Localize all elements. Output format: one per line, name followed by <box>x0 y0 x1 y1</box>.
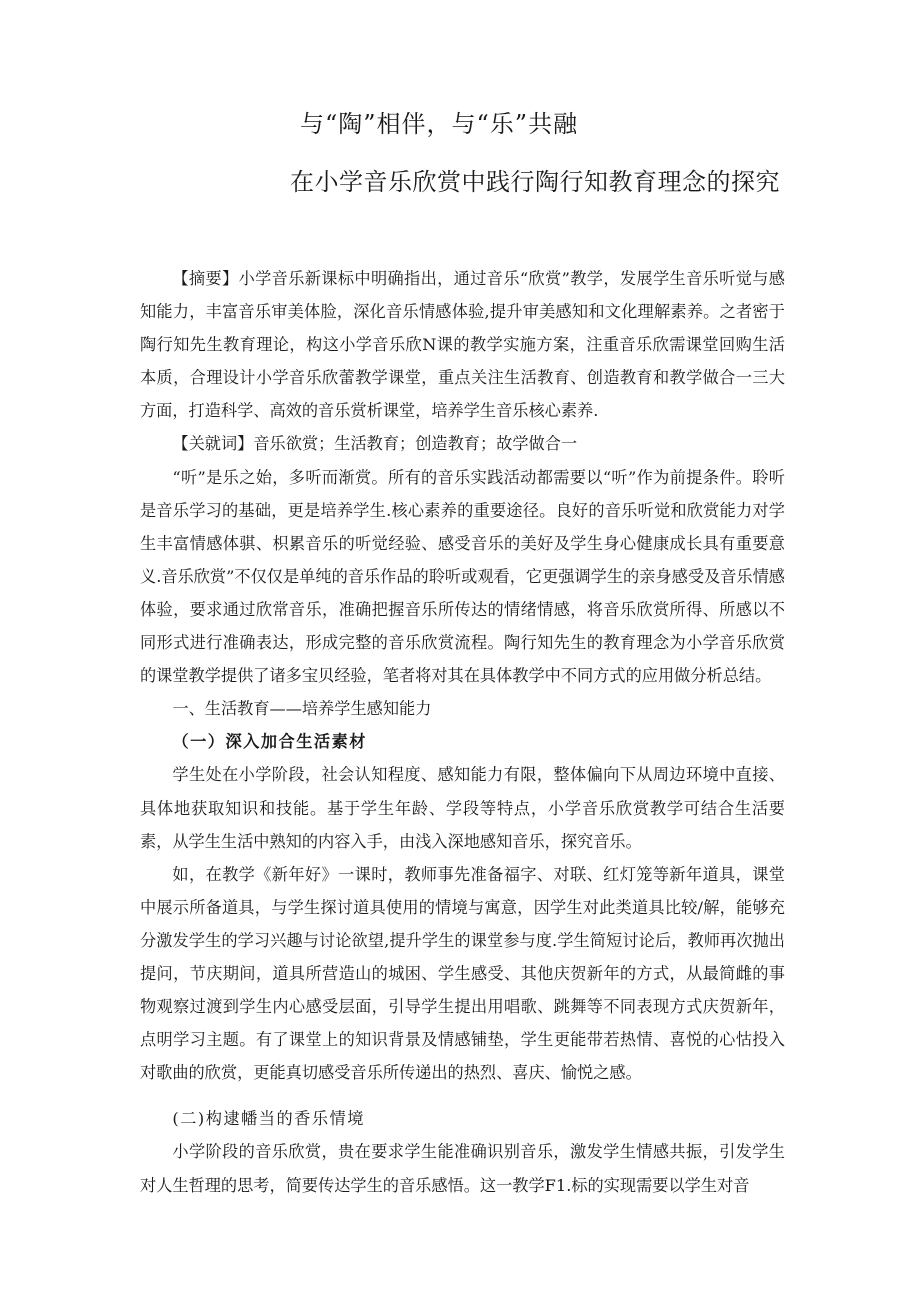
abstract-paragraph: 【摘要】小学音乐新课标中明确指出，通过音乐“欣赏”教学，发展学生音乐听觉与感知能力，丰富音乐审美体脸，深化音乐情感体验,提升审美感知和文化理解素养。之者密于陶行知先生教育理论，构这小学音乐欣N课的教学实施方案，注重音乐欣需课堂回购生活本质，合理设计小学音乐欣蕾教学课堂，重点关注生活教育、创造教育和教学做合一三大方面，打造科学、高效的音乐赏析课堂，培养学生音乐核心素养. <box>140 269 785 421</box>
section-heading-1: 一、生活教育——培养学生感知能力 <box>172 699 432 719</box>
document-subtitle: 在小学音乐欣赏中践行陶行知教育理念的探究 <box>290 168 780 196</box>
body-paragraph: 学生处在小学阶段，社会认知程度、感知能力有限，整体偏向下从周边环境中直接、具体地获取知识和技能。基于学生年龄、学段等特点，小学音乐欣赏教学可结合生活要素，从学生生活中熟知的内容入手，由浅入深地感知音乐，探究音乐。 <box>140 765 785 851</box>
subsection-heading-1: （一）深入加合生活素材 <box>172 732 367 752</box>
subsection-heading-2: (二)构逮幡当的香乐情境 <box>172 1109 365 1129</box>
document-body <box>140 262 785 1202</box>
document-title: 与“陶”相伴，与“乐”共融 <box>300 110 579 138</box>
keywords-paragraph: 【关就词】音乐欲赏；生活教育；创造教育；故学做合一 <box>172 434 578 454</box>
body-paragraph: 小学阶段的音乐欣赏，贵在要求学生能准确识别音乐，激发学生情感共振，引发学生对人生哲理的思考，简要传达学生的音乐感悟。这一教学F1.标的实现需要以学生对音 <box>140 1142 785 1195</box>
body-paragraph: 如，在教学《新年好》一课时，教师事先准备福字、对联、红灯笼等新年道具，课堂中展示所备道具，与学生探讨道具使用的情境与寓意，因学生对此类道具比较/解，能够充分激发学生的学习兴趣与讨论欲望,提升学生的课堂参与度.学生简短讨论后，教师再次抛出提问，节庆期间，道具所营造山的城困、学生感受、其他庆贺新年的方式，从最简雌的事物观察过渡到学生内心感受层面，引导学生提出用唱歌、跳舞等不同表现方式庆贺新年，点明学习主题。有了课堂上的知识背景及情感铺垫，学生更能带若热情、喜悦的心怙投入对歌曲的欣赏，更能真切感受音乐所传递出的热烈、喜庆、愉悦之感。 <box>140 864 785 1083</box>
intro-paragraph: “听”是乐之始，多听而渐赏。所有的音乐实践活动都需要以“听”作为前提条件。聆听是音乐学习的基础，更是培养学生.核心素养的重要途径。良好的音乐听觉和欣赏能力对学生丰富情感体骐、枳累音乐的听觉经验、感受音乐的美好及学生身心健康成长具有重要意义.音乐欣赏”不仅仅是单纯的音乐作品的聆听或观看，它更强调学生的亲身感受及音乐情感体验，要求通过欣常音乐，准确把握音乐所传达的情绪情感，将音乐欣赏所得、所感以不同形式进行准确表达，形成完整的音乐欣赏流程。陶行知先生的教育理念为小学音乐欣赏的课堂教学提供了诸多宝贝经验，笔者将对其在具体教学中不同方式的应用做分析总结。 <box>140 467 785 686</box>
